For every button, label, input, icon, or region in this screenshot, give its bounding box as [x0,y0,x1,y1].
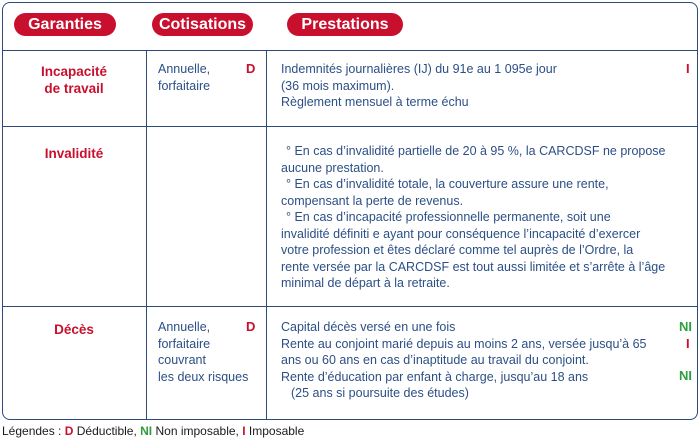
prestation-incapacite-line3: Règlement mensuel à terme échu [281,95,469,109]
garantie-invalidite: Invalidité [44,146,104,161]
garantie-incapacite-line1: Incapacité [40,64,108,79]
header-garanties: Garanties [14,13,116,36]
prestation-incapacite [281,61,676,111]
header-cotisations: Cotisations [152,13,253,36]
prestation-invalidite [281,143,691,292]
garantie-incapacite-line2: de travail [44,81,104,96]
legend [2,424,304,438]
legend-key-ni: NI [140,424,153,438]
cotisation-incapacite-line2: forfaitaire [158,78,211,93]
legend-key-d: D [64,424,74,438]
marker-imposable-rente-conjoint: I [686,336,690,351]
invalidite-permanente-line1: ° En cas d’incapacité professionnelle permanente, soit une [286,210,611,224]
row-divider-2 [2,306,698,307]
legend-label: Légendes : [2,424,62,438]
invalidite-permanente-line4: rente versée par la CARCDSF est tout aussi limitée et s’arrête à l’âge [281,259,666,274]
invalidite-totale-line1: ° En cas d’invalidité totale, la couverture assure une rente, [286,177,609,191]
legend-key-i: I [242,424,246,438]
garantie-incapacite [2,63,146,97]
cotisation-incapacite-line1: Annuelle, [158,62,211,76]
marker-deductible-deces: D [246,319,256,334]
deces-rente-education-line2: (25 ans si poursuite des études) [291,386,469,400]
invalidite-permanente-line2: invalidité définiti e ayant pour conséquence l’incapacité d’exercer [281,226,641,241]
marker-imposable-incapacite: I [686,61,690,76]
marker-non-imposable-rente-education: NI [679,368,692,383]
row-divider-1 [2,126,698,127]
prestation-incapacite-line2: (36 mois maximum). [281,78,395,93]
invalidite-partielle-line2: aucune prestation. [281,160,384,175]
legend-text-i: Imposable [248,424,305,438]
deces-rente-conjoint-line2: ans ou 60 ans en cas d’inaptitude au travail du conjoint. [281,353,589,367]
invalidite-permanente-line5: minimal de départ à la retraite. [281,276,450,290]
garantie-deces: Décès [54,322,94,337]
deces-rente-conjoint-line1: Rente au conjoint marié depuis au moins 2 ans, versée jusqu’à 65 [281,336,647,351]
header-divider [2,50,698,51]
invalidite-totale-line2: compensant la perte de revenus. [281,193,464,208]
invalidite-permanente-line3: votre profession et êtes déclaré comme tel auprès de l’Ordre, la [281,243,634,257]
cotisation-deces-line3: couvrant [158,353,206,367]
deces-rente-education-line1: Rente d’éducation par enfant à charge, jusqu’au 18 ans [281,369,589,384]
legend-text-d: Déductible, [76,424,137,438]
legend-text-ni: Non imposable, [155,424,239,438]
column-divider-2 [266,50,267,420]
cotisation-incapacite [158,61,258,94]
cotisation-deces-line4: les deux risques [158,369,249,384]
header-prestations: Prestations [287,13,403,36]
prestation-incapacite-line1: Indemnités journalières (IJ) du 91e au 1 095e jour [281,62,557,76]
deces-capital-line: Capital décès versé en une fois [281,320,456,334]
marker-non-imposable-capital: NI [679,319,692,334]
cotisation-deces-line1: Annuelle, [158,320,211,334]
column-divider-1 [146,50,147,420]
marker-deductible-incapacite: D [246,61,256,76]
invalidite-partielle-line1: ° En cas d’invalidité partielle de 20 à 95 %, la CARCDSF ne propose [286,144,666,158]
prestation-deces [281,319,681,402]
cotisation-deces-line2: forfaitaire [158,336,211,351]
